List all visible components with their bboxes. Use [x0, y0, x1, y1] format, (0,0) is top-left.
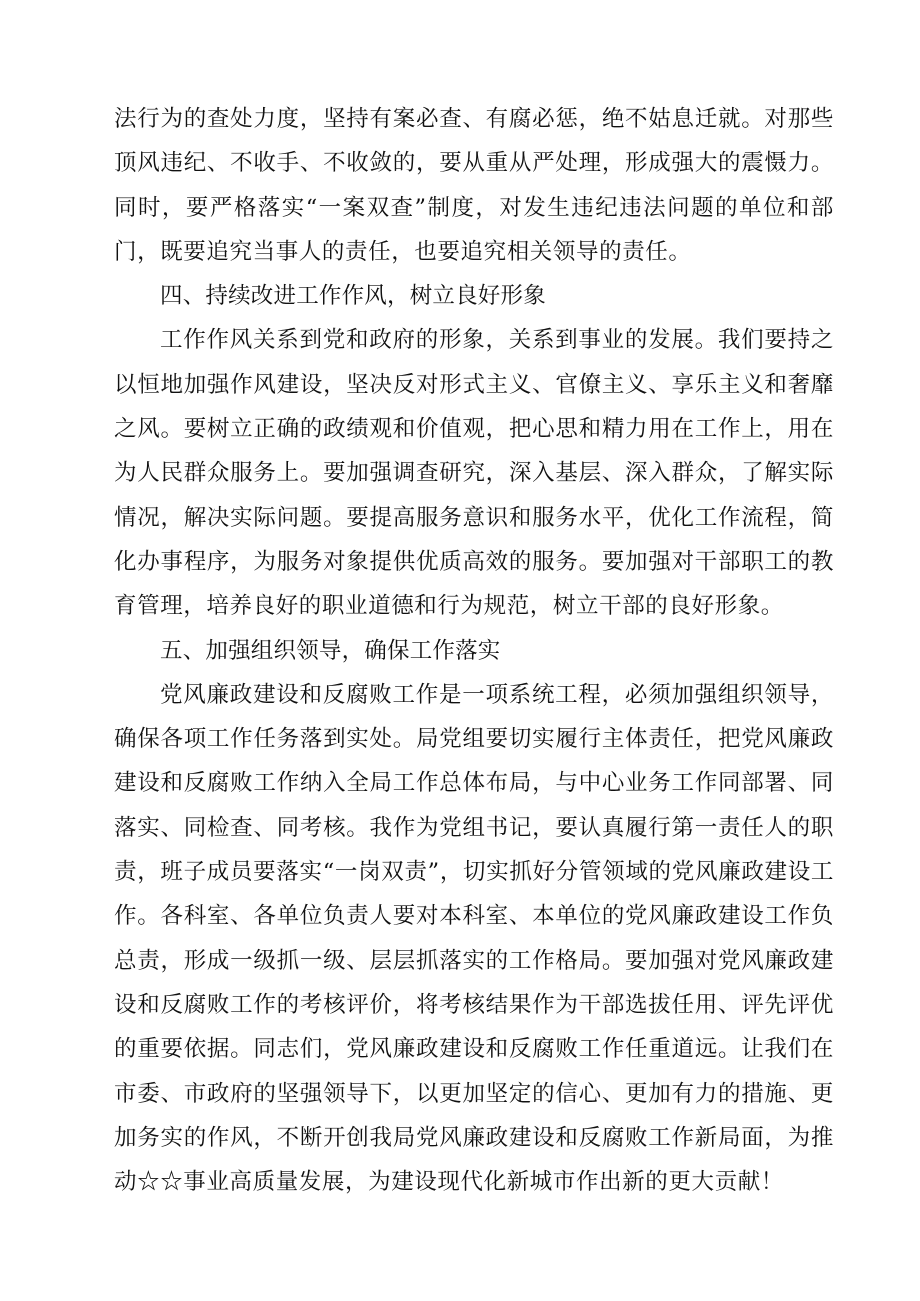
body-paragraph-organization: 党风廉政建设和反腐败工作是一项系统工程，必须加强组织领导，确保各项工作任务落到实处。局党组要切实履行主体责任，把党风廉政建设和反腐败工作纳入全局工作总体布局，与中心业务工作同部署、同落实、同检查、同考核。我作为党组书记，要认真履行第一责任人的职责，班子成员要落实“一岗双责”，切实抓好分管领域的党风廉政建设工作。各科室、各单位负责人要对本科室、本单位的党风廉政建设工作负总责，形成一级抓一级、层层抓落实的工作格局。要加强对党风廉政建设和反腐败工作的考核评价，将考核结果作为干部选拔任用、评先评优的重要依据。同志们，党风廉政建设和反腐败工作任重道远。让我们在市委、市政府的坚强领导下，以更加坚定的信心、更加有力的措施、更加务实的作风，不断开创我局党风廉政建设和反腐败工作新局面，为推动☆☆事业高质量发展，为建设现代化新城市作出新的更大贡献！: [114, 681, 834, 1196]
body-paragraph-work-style: 工作作风关系到党和政府的形象，关系到事业的发展。我们要持之以恒地加强作风建设，坚决反对形式主义、官僚主义、享乐主义和奢靡之风。要树立正确的政绩观和价值观，把心思和精力用在工作上，用在为人民群众服务上。要加强调查研究，深入基层、深入群众，了解实际情况，解决实际问题。要提高服务意识和服务水平，优化工作流程，简化办事程序，为服务对象提供优质高效的服务。要加强对干部职工的教育管理，培养良好的职业道德和行为规范，树立干部的良好形象。: [114, 327, 834, 620]
section-heading-4: 四、持续改进工作作风，树立良好形象: [160, 283, 546, 310]
body-paragraph-continued: 法行为的查处力度，坚持有案必查、有腐必惩，绝不姑息迁就。对那些顶风违纪、不收手、不收敛的，要从重从严处理，形成强大的震慑力。同时，要严格落实“一案双查”制度，对发生违纪违法问题的单位和部门，既要追究当事人的责任，也要追究相关领导的责任。: [114, 106, 834, 265]
document-page: [114, 97, 834, 1204]
section-heading-5: 五、加强组织领导，确保工作落实: [160, 637, 501, 664]
